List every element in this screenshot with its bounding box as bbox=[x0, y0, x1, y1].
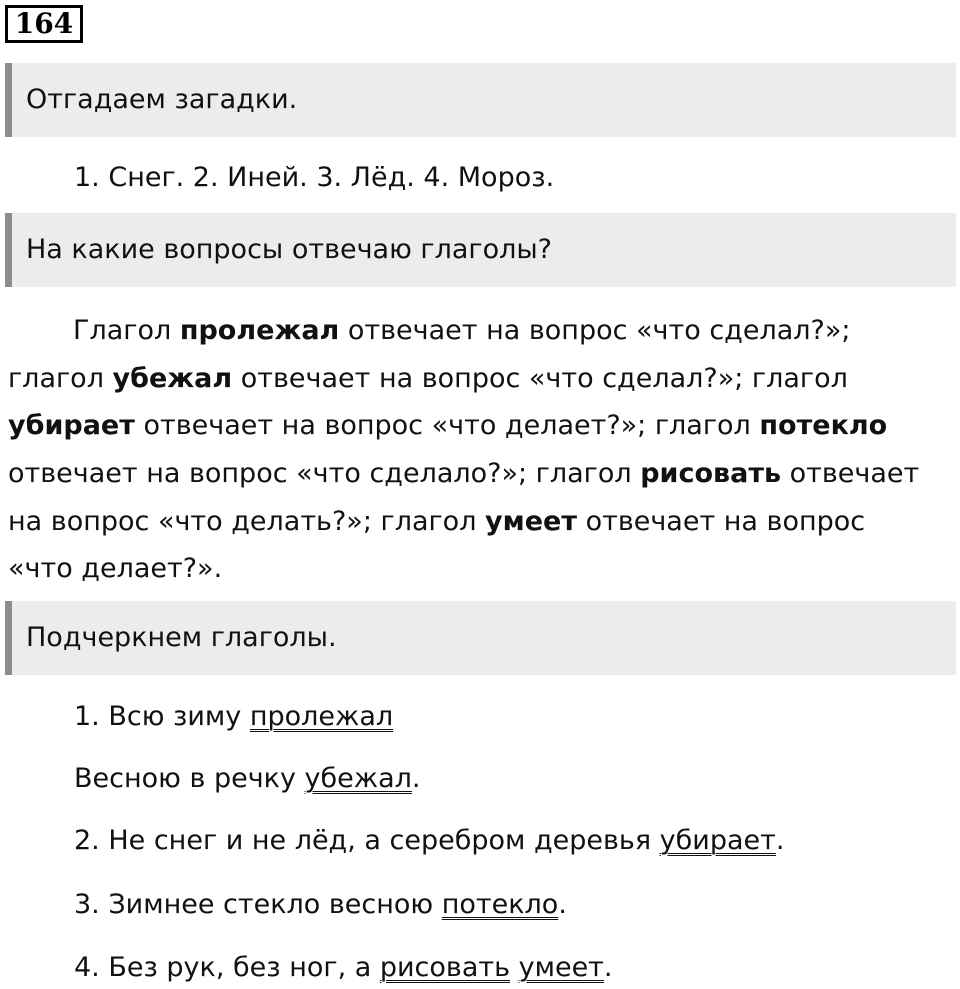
task-number: 164 bbox=[14, 7, 74, 40]
text-span: . bbox=[558, 889, 567, 920]
verb-bold: пролежал bbox=[179, 315, 340, 346]
verb-bold: потекло bbox=[759, 410, 888, 442]
section-heading-questions bbox=[5, 213, 956, 287]
verbs-questions-paragraph bbox=[8, 307, 948, 593]
section-heading-underline bbox=[5, 601, 956, 675]
paragraph-line bbox=[8, 498, 948, 546]
riddle-line-5 bbox=[74, 951, 613, 985]
underlined-verb: пролежал bbox=[249, 701, 394, 732]
text-span: 3. Зимнее стекло весною bbox=[74, 889, 442, 920]
text-span: отвечает на вопрос bbox=[577, 505, 866, 537]
section-heading-text: Подчеркнем глаголы. bbox=[26, 622, 337, 653]
text-span: . bbox=[603, 952, 613, 983]
underlined-verb: потекло bbox=[441, 889, 559, 920]
verb-bold: убежал bbox=[112, 362, 233, 394]
section-heading-text: Отгадаем загадки. bbox=[26, 84, 298, 115]
underlined-verb: убежал bbox=[304, 763, 412, 794]
paragraph-line bbox=[8, 450, 948, 498]
text-span: отвечает на вопрос «что сделал?»; глагол bbox=[232, 362, 848, 394]
text-span: отвечает на вопрос «что делает?»; глагол bbox=[134, 410, 760, 442]
text-span: 4. Без рук, без ног, а bbox=[74, 952, 380, 983]
text-span bbox=[510, 952, 519, 983]
text-span: . bbox=[411, 763, 421, 794]
verb-bold: рисовать bbox=[640, 458, 782, 490]
riddle-line-3 bbox=[74, 824, 784, 858]
text-span: 1. Всю зиму bbox=[74, 701, 250, 732]
text-span: отвечает на вопрос «что сделал?»; bbox=[339, 315, 851, 346]
text-span: 2. Не снег и не лёд, а серебром деревья bbox=[74, 825, 660, 856]
text-span: отвечает на вопрос «что сделало?»; глагол bbox=[8, 458, 641, 490]
underlined-verb: рисовать bbox=[379, 952, 511, 983]
text-span: . bbox=[775, 825, 785, 856]
paragraph-line bbox=[8, 402, 948, 450]
paragraph-line bbox=[8, 355, 948, 403]
paragraph-line bbox=[8, 545, 948, 593]
section-heading-riddles bbox=[5, 63, 956, 137]
riddle-line-1 bbox=[74, 700, 393, 734]
riddle-answers: 1. Снег. 2. Иней. 3. Лёд. 4. Мороз. bbox=[74, 162, 555, 193]
text-span: Весною в речку bbox=[74, 763, 305, 794]
text-span: «что делает?». bbox=[8, 553, 223, 585]
text-span: на вопрос «что делать?»; глагол bbox=[8, 505, 486, 537]
task-number-box bbox=[5, 5, 83, 43]
paragraph-line bbox=[8, 307, 948, 355]
text-span: Глагол bbox=[73, 315, 180, 346]
section-heading-text: На какие вопросы отвечаю глаголы? bbox=[26, 234, 552, 265]
verb-bold: убирает bbox=[8, 410, 135, 442]
underlined-verb: убирает bbox=[659, 825, 776, 856]
text-span: отвечает bbox=[781, 458, 920, 490]
riddle-line-2 bbox=[74, 762, 421, 796]
verb-bold: умеет bbox=[485, 505, 577, 537]
underlined-verb: умеет bbox=[518, 952, 604, 983]
text-span: глагол bbox=[8, 362, 113, 394]
riddle-line-4 bbox=[74, 888, 567, 922]
